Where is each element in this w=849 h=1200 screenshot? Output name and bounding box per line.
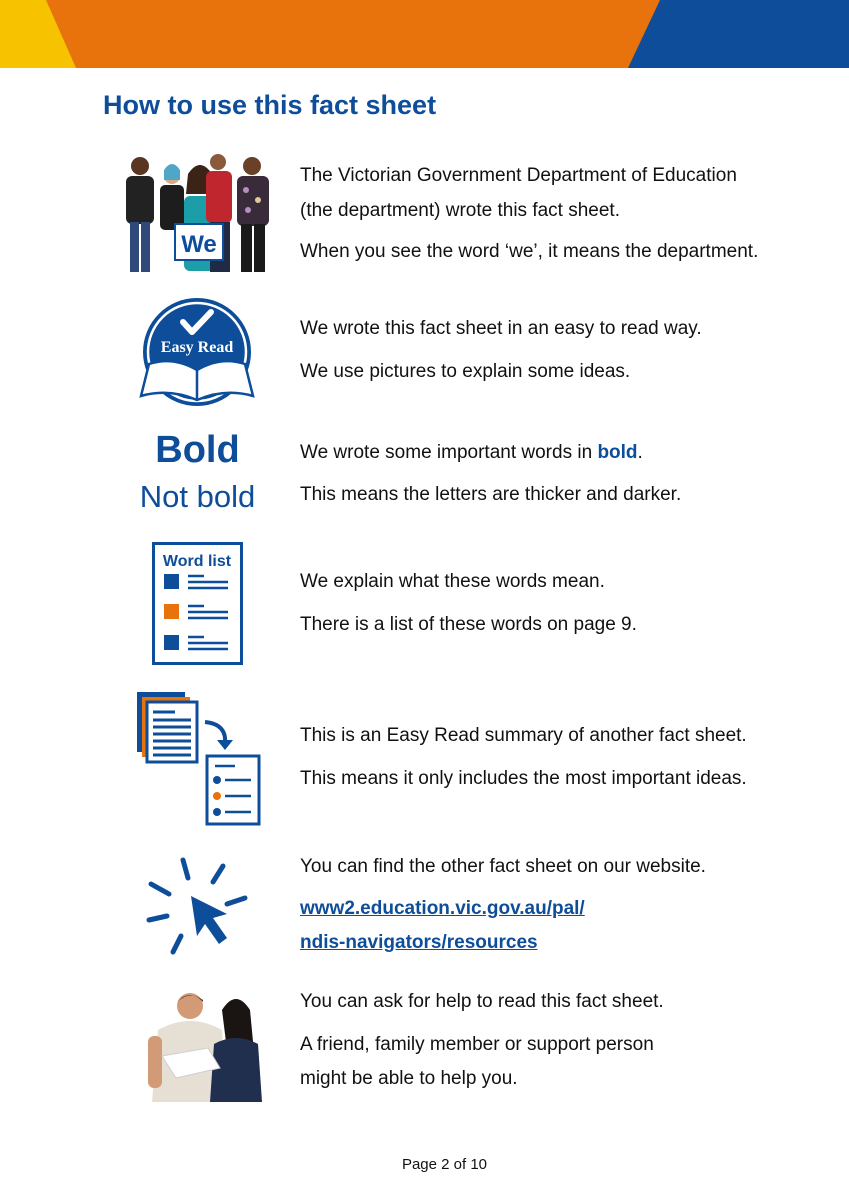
- paragraph-line: We use pictures to explain some ideas.: [300, 361, 631, 382]
- text-run: We wrote some important words in: [300, 442, 598, 463]
- paragraph-line: This means it only includes the most important ideas.: [300, 768, 747, 789]
- paragraph-line: We explain what these words mean.: [300, 571, 605, 592]
- people-holding-we-sign-icon: [120, 152, 275, 274]
- page-number: Page 2 of 10: [401, 1156, 488, 1173]
- resources-link[interactable]: ndis-navigators/resources: [300, 932, 538, 953]
- easy-read-badge-label: Easy Read: [160, 339, 234, 356]
- paragraph-line: We wrote this fact sheet in an easy to read way.: [300, 318, 702, 339]
- paragraph-line: This means the letters are thicker and darker.: [300, 484, 682, 505]
- paragraph-line: (the department) wrote this fact sheet.: [300, 200, 620, 221]
- resources-link-line-1[interactable]: [300, 896, 706, 922]
- row-help-text: [300, 989, 664, 1092]
- easy-read-badge-icon: [137, 296, 259, 408]
- paragraph-line: You can find the other fact sheet on our website.: [300, 856, 706, 877]
- word-list-label: Word list: [162, 553, 232, 570]
- paragraph-line: The Victorian Government Department of Education: [300, 165, 737, 186]
- row-website-text: [300, 854, 706, 956]
- text-run: .: [637, 442, 643, 463]
- paragraph-line: You can ask for help to read this fact sheet.: [300, 991, 664, 1012]
- row-summary-text: [300, 723, 747, 792]
- bold-sample: Bold: [155, 429, 240, 471]
- paragraph-line: might be able to help you.: [300, 1068, 518, 1089]
- cursor-click-icon: [143, 856, 253, 958]
- word-list-icon: [152, 542, 244, 666]
- row-bold-text: [300, 440, 681, 508]
- paragraph-line: A friend, family member or support person: [300, 1034, 654, 1055]
- bold-keyword: bold: [597, 442, 638, 463]
- paragraph-line: [300, 440, 681, 466]
- document-summary-icon: [135, 690, 263, 828]
- header-banner: [0, 0, 849, 68]
- row-word-list-text: [300, 569, 637, 638]
- paragraph-line: There is a list of these words on page 9.: [300, 614, 637, 635]
- row-we-text: [300, 163, 758, 265]
- not-bold-sample: Not bold: [139, 479, 256, 514]
- paragraph-line: When you see the word ‘we’, it means the department.: [300, 241, 759, 262]
- resources-link-line-2[interactable]: [300, 930, 706, 956]
- resources-link[interactable]: www2.education.vic.gov.au/pal/: [300, 898, 585, 919]
- two-people-reading-photo-icon: [128, 990, 270, 1102]
- paragraph-line: This is an Easy Read summary of another fact sheet.: [300, 725, 747, 746]
- page-title: How to use this fact sheet: [103, 90, 437, 120]
- row-easy-read-text: [300, 316, 702, 385]
- we-sign-label: We: [181, 231, 217, 258]
